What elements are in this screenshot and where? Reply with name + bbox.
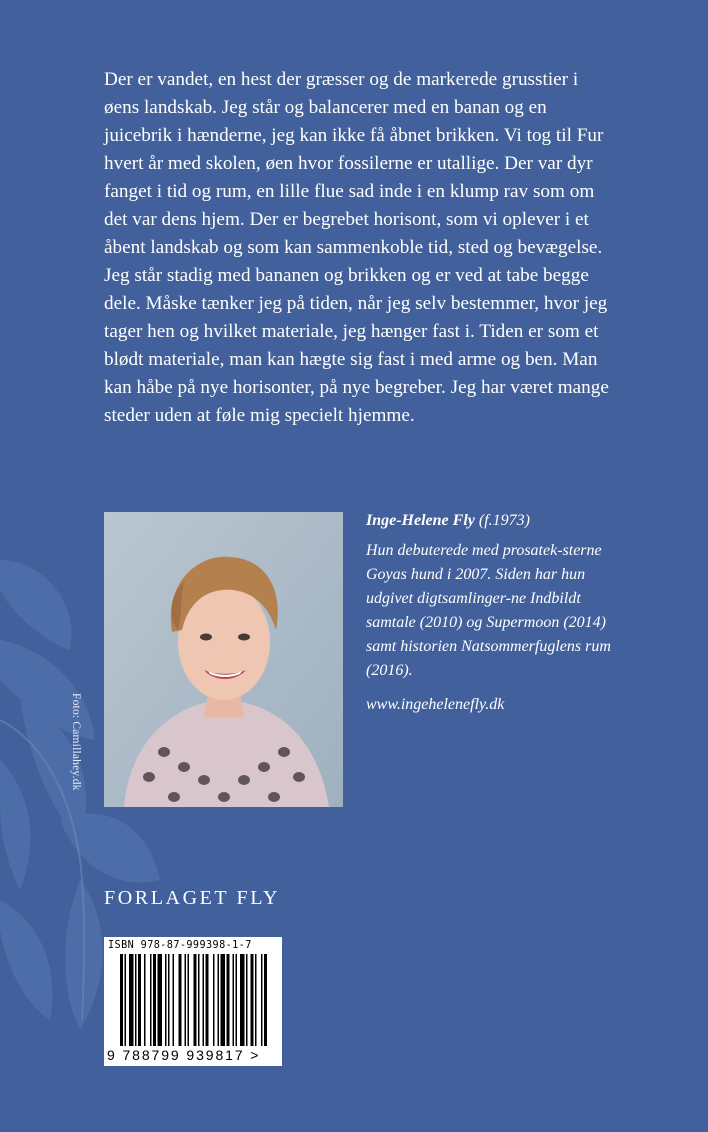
author-bio: Hun debuterede med prosatek-sterne Goyas hund i 2007. Siden har hun udgivet digtsamlinger-ne Indbildt samtale (2010) og Supermoon (2014) samt historien Natsommerfuglens rum (2016). (366, 542, 611, 679)
photo-credit: Foto: Camillahey.dk (70, 693, 82, 791)
isbn-barcode (104, 937, 282, 1066)
author-name: Inge-Helene Fly (366, 512, 475, 529)
author-website[interactable]: www.ingehelenefly.dk (366, 696, 505, 713)
author-name-line (366, 509, 616, 533)
isbn-label: ISBN 978-87-999398-1-7 (108, 940, 252, 951)
publisher-name: FORLAGET FLY (104, 887, 281, 909)
barcode-digits: 9 788799 939817 > (107, 1047, 261, 1063)
back-cover-blurb: Der er vandet, en hest der græsser og de markerede grusstier i øens landskab. Jeg står og balancerer med en banan og en juicebrik i hænderne, jeg kan ikke få åbnet brikken. Vi tog til Fur hvert år med skolen, øen hvor fossilerne er utallige. Der var dyr fanget i tid og rum, en lille flue sad inde i en klump rav som om det var dens hjem. Der er begrebet horisont, som vi oplever i et åbent landskab og som kan sammenkoble tid, sted og bevægelse. Jeg står stadig med bananen og brikken og er ved at tabe begge dele. Måske tænker jeg på tiden, når jeg selv bestemmer, hvor jeg tager hen og hvilket materiale, jeg hænger fast i. Tiden er som et blødt materiale, man kan hægte sig fast i med arme og ben. Man kan håbe på nye horisonter, på nye begreber. Jeg har været mange steder uden at føle mig specielt hjemme. (104, 69, 609, 426)
author-info (366, 509, 616, 717)
author-photo (104, 512, 343, 807)
author-born: (f.1973) (478, 512, 530, 529)
